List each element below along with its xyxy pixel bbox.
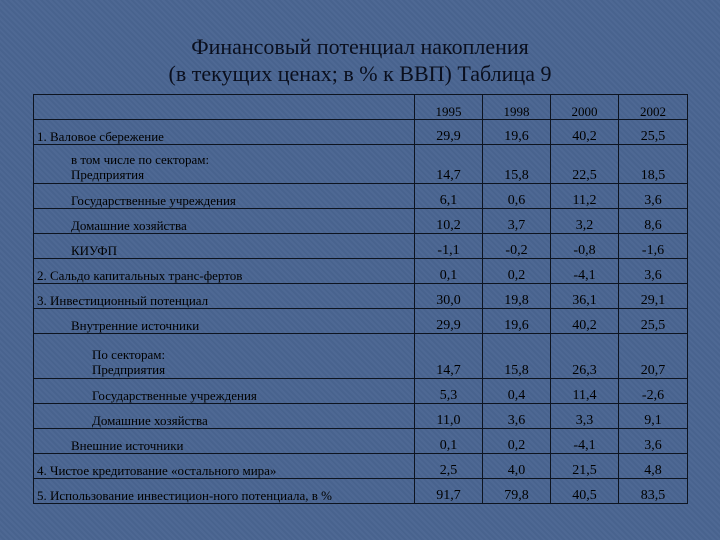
value-cell-2000: 22,5 bbox=[551, 145, 619, 184]
row-label-text: 5. Использование инвестицион-ного потенциала, в % bbox=[37, 488, 332, 503]
row-label bbox=[34, 429, 415, 454]
row-label-text: 2. Сальдо капитальных транс-фертов bbox=[37, 268, 243, 283]
value-cell-1995: 10,2 bbox=[415, 209, 483, 234]
header-cell-1995: 1995 bbox=[415, 95, 483, 120]
row-label bbox=[34, 284, 415, 309]
value-cell-1998: 3,6 bbox=[483, 404, 551, 429]
value-cell-1998: 15,8 bbox=[483, 145, 551, 184]
value-cell-1995: 5,3 bbox=[415, 379, 483, 404]
title-line-1: Финансовый потенциал накопления bbox=[191, 34, 529, 59]
table-row-households-1 bbox=[34, 209, 688, 234]
title-line-2: (в текущих ценах; в % к ВВП) Таблица 9 bbox=[168, 61, 552, 86]
table-row-enterprises-1 bbox=[34, 145, 688, 184]
row-label bbox=[34, 379, 415, 404]
value-cell-2002: 25,5 bbox=[619, 309, 688, 334]
value-cell-1998: 15,8 bbox=[483, 334, 551, 379]
row-label bbox=[34, 309, 415, 334]
value-cell-2002: 4,8 bbox=[619, 454, 688, 479]
value-cell-1995: 6,1 bbox=[415, 184, 483, 209]
row-label-text: Государственные учреждения bbox=[92, 388, 257, 403]
row-label bbox=[34, 259, 415, 284]
value-cell-1995: 0,1 bbox=[415, 429, 483, 454]
table-row-households-2 bbox=[34, 404, 688, 429]
value-cell-1995: 91,7 bbox=[415, 479, 483, 504]
row-label bbox=[34, 120, 415, 145]
row-label bbox=[34, 454, 415, 479]
row-label bbox=[34, 479, 415, 504]
row-label-text: Домашние хозяйства bbox=[71, 218, 187, 233]
table-row-capital-transfers bbox=[34, 259, 688, 284]
value-cell-2002: 83,5 bbox=[619, 479, 688, 504]
value-cell-2000: 3,3 bbox=[551, 404, 619, 429]
value-cell-1998: 0,2 bbox=[483, 429, 551, 454]
value-cell-2000: 21,5 bbox=[551, 454, 619, 479]
value-cell-1998: 19,6 bbox=[483, 309, 551, 334]
table-row-investment-potential bbox=[34, 284, 688, 309]
value-cell-2002: 18,5 bbox=[619, 145, 688, 184]
value-cell-2002: 25,5 bbox=[619, 120, 688, 145]
value-cell-2002: 9,1 bbox=[619, 404, 688, 429]
row-label-text: По секторам: bbox=[92, 347, 166, 362]
value-cell-1998: 19,8 bbox=[483, 284, 551, 309]
value-cell-1995: 11,0 bbox=[415, 404, 483, 429]
value-cell-1995: 30,0 bbox=[415, 284, 483, 309]
value-cell-1998: -0,2 bbox=[483, 234, 551, 259]
value-cell-2002: -2,6 bbox=[619, 379, 688, 404]
slide-title bbox=[0, 33, 720, 87]
row-label bbox=[34, 234, 415, 259]
row-label-text: КИУФП bbox=[71, 243, 117, 258]
value-cell-2002: 29,1 bbox=[619, 284, 688, 309]
header-cell-2000: 2000 bbox=[551, 95, 619, 120]
value-cell-2000: -4,1 bbox=[551, 259, 619, 284]
row-label-text: 1. Валовое сбережение bbox=[37, 129, 164, 144]
row-label-subtext: Предприятия bbox=[71, 167, 145, 182]
row-label bbox=[34, 209, 415, 234]
table-row-government-2 bbox=[34, 379, 688, 404]
row-label bbox=[34, 334, 415, 379]
value-cell-2000: 26,3 bbox=[551, 334, 619, 379]
value-cell-2002: 3,6 bbox=[619, 184, 688, 209]
value-cell-1998: 0,4 bbox=[483, 379, 551, 404]
value-cell-2000: 11,4 bbox=[551, 379, 619, 404]
value-cell-2002: 8,6 bbox=[619, 209, 688, 234]
value-cell-2000: 40,5 bbox=[551, 479, 619, 504]
value-cell-2002: 3,6 bbox=[619, 259, 688, 284]
value-cell-1995: 29,9 bbox=[415, 120, 483, 145]
value-cell-2000: -0,8 bbox=[551, 234, 619, 259]
row-label bbox=[34, 145, 415, 184]
value-cell-1995: -1,1 bbox=[415, 234, 483, 259]
row-label bbox=[34, 184, 415, 209]
header-row bbox=[34, 95, 688, 120]
row-label-text: Внутренние источники bbox=[71, 318, 200, 333]
value-cell-2002: 20,7 bbox=[619, 334, 688, 379]
value-cell-2002: -1,6 bbox=[619, 234, 688, 259]
value-cell-1995: 2,5 bbox=[415, 454, 483, 479]
value-cell-1998: 0,2 bbox=[483, 259, 551, 284]
value-cell-1995: 14,7 bbox=[415, 334, 483, 379]
row-label-subtext: Предприятия bbox=[92, 362, 166, 377]
value-cell-2000: 3,2 bbox=[551, 209, 619, 234]
table-row-net-lending bbox=[34, 454, 688, 479]
accumulation-table bbox=[33, 94, 688, 504]
header-cell-1998: 1998 bbox=[483, 95, 551, 120]
value-cell-2000: 36,1 bbox=[551, 284, 619, 309]
value-cell-2000: 40,2 bbox=[551, 120, 619, 145]
value-cell-1998: 4,0 bbox=[483, 454, 551, 479]
header-cell-label bbox=[34, 95, 415, 120]
value-cell-1995: 29,9 bbox=[415, 309, 483, 334]
table-row-external-sources bbox=[34, 429, 688, 454]
value-cell-1995: 0,1 bbox=[415, 259, 483, 284]
row-label-text: Внешние источники bbox=[71, 438, 184, 453]
header-cell-2002: 2002 bbox=[619, 95, 688, 120]
row-label-text: Государственные учреждения bbox=[71, 193, 236, 208]
value-cell-1998: 0,6 bbox=[483, 184, 551, 209]
value-cell-2000: 40,2 bbox=[551, 309, 619, 334]
value-cell-2002: 3,6 bbox=[619, 429, 688, 454]
table-row-investment-use bbox=[34, 479, 688, 504]
table-row-enterprises-2 bbox=[34, 334, 688, 379]
value-cell-1998: 79,8 bbox=[483, 479, 551, 504]
value-cell-2000: 11,2 bbox=[551, 184, 619, 209]
table-row-domestic-sources bbox=[34, 309, 688, 334]
value-cell-1995: 14,7 bbox=[415, 145, 483, 184]
value-cell-1998: 19,6 bbox=[483, 120, 551, 145]
value-cell-2000: -4,1 bbox=[551, 429, 619, 454]
value-cell-1998: 3,7 bbox=[483, 209, 551, 234]
table-row-government-1 bbox=[34, 184, 688, 209]
row-label-text: Домашние хозяйства bbox=[92, 413, 208, 428]
row-label bbox=[34, 404, 415, 429]
row-label-text: в том числе по секторам: bbox=[71, 152, 210, 167]
table-row-kiufp bbox=[34, 234, 688, 259]
row-label-text: 3. Инвестиционный потенциал bbox=[37, 293, 209, 308]
table-row-gross-savings bbox=[34, 120, 688, 145]
row-label-text: 4. Чистое кредитование «остального мира» bbox=[37, 463, 277, 478]
